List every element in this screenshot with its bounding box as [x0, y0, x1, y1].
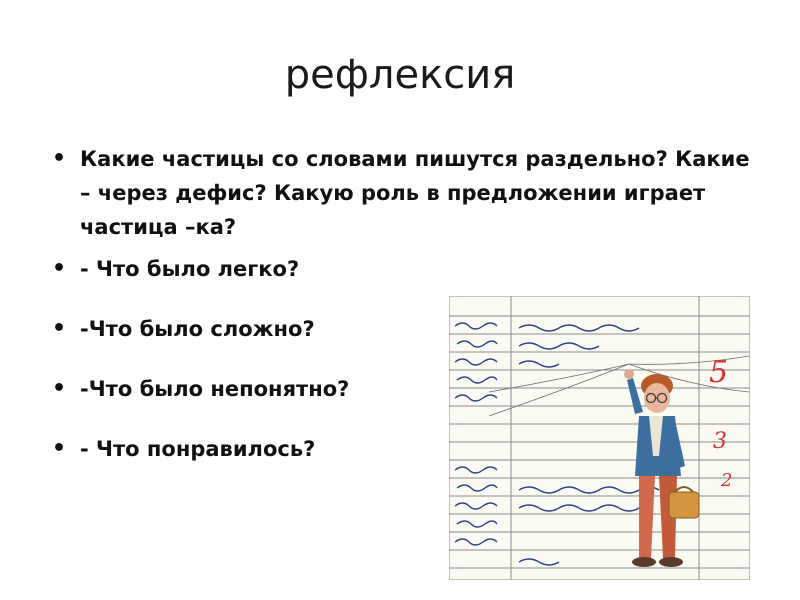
slide-title: рефлексия [284, 52, 516, 98]
journal-page [449, 296, 750, 580]
bullet-text: - Что было легко? [80, 257, 300, 281]
bullet-text: Какие частицы со словами пишутся раздельно? Какие – через дефис? Какую роль в предложении играет частица –ка? [80, 147, 750, 239]
bullet-dot-icon: • [52, 376, 67, 401]
bullet-text: -Что было сложно? [80, 317, 315, 341]
bullet-dot-icon: • [52, 256, 67, 281]
bullet-text: - Что понравилось? [80, 437, 316, 461]
grade-mark: 5 [709, 355, 729, 390]
bullet-dot-icon: • [52, 436, 67, 461]
school-journal-illustration [449, 296, 750, 580]
bullet-text: -Что было непонятно? [80, 377, 350, 401]
bullet-item [52, 142, 752, 244]
grade-mark: 2 [721, 470, 733, 491]
grade-mark: 3 [713, 429, 727, 454]
bullet-dot-icon: • [52, 316, 67, 341]
bullet-dot-icon: • [52, 146, 67, 171]
bullet-item [52, 252, 752, 286]
